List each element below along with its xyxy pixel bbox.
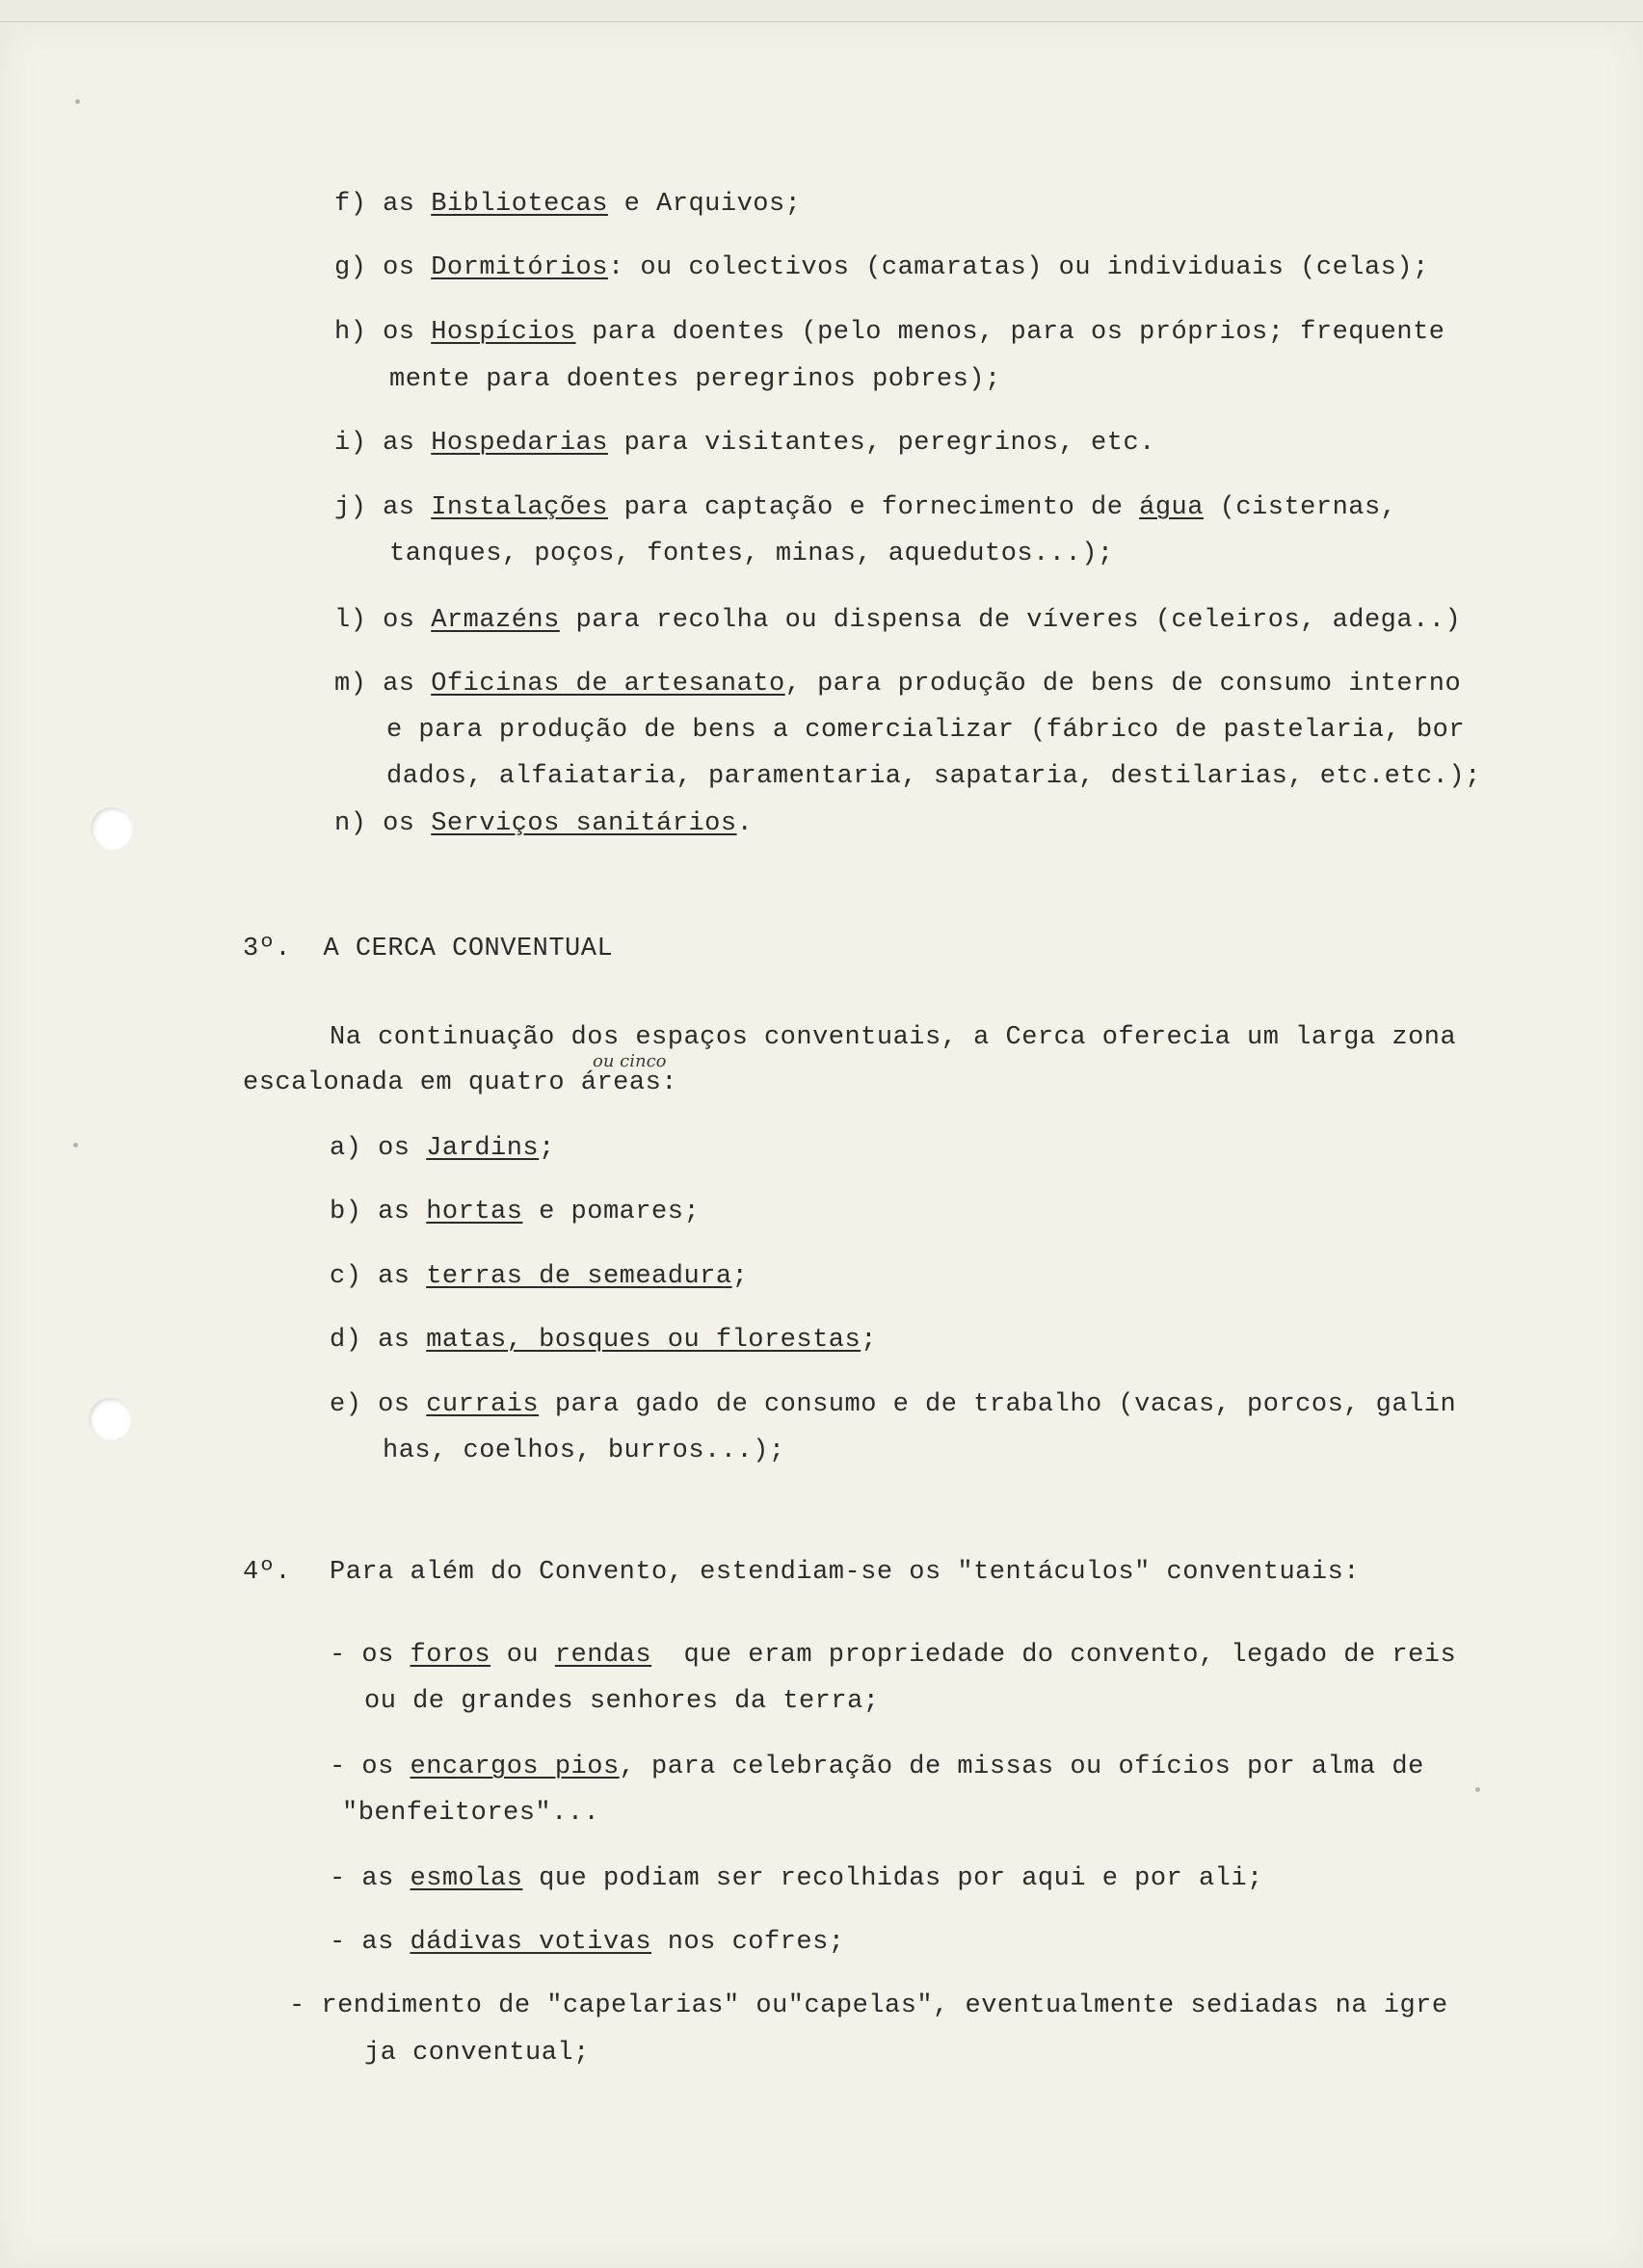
underlined-term: foros [410, 1641, 491, 1670]
text-segment: (cisternas, [1203, 493, 1397, 522]
text-segment: f) as [334, 190, 432, 219]
text-segment: - os [330, 1641, 411, 1670]
text-segment: , para celebração de missas ou ofícios por alma de [619, 1753, 1424, 1781]
list-item [330, 1324, 877, 1357]
text-segment: para captação e fornecimento de [607, 493, 1140, 522]
underlined-term: Bibliotecas [431, 190, 608, 219]
paragraph-line: escalonada em quatro áreas: [243, 1068, 677, 1097]
list-item [330, 1132, 555, 1165]
list-item [389, 538, 1114, 570]
list-item [342, 1797, 599, 1830]
handwritten-insert: ou cinco [593, 1051, 667, 1071]
text-segment: m) as [334, 670, 432, 699]
underlined-term: Serviços sanitários [431, 809, 737, 838]
text-segment: para doentes (pelo menos, para os próprios; frequente [575, 318, 1445, 347]
text-segment: g) os [334, 253, 432, 282]
text-segment: para recolha ou dispensa de víveres (celeiros, adega..) [559, 606, 1462, 635]
list-item [386, 760, 1481, 793]
list-item [334, 807, 753, 840]
text-segment: i) as [334, 429, 432, 458]
text-segment: b) as [330, 1198, 427, 1226]
text-segment: . [736, 809, 754, 838]
section-heading: 3º. A CERCA CONVENTUAL [243, 935, 614, 963]
text-segment: - as [330, 1928, 411, 1957]
section-number: 4º. [243, 1558, 292, 1587]
text-segment: tanques, poços, fontes, minas, aquedutos...); [389, 540, 1114, 568]
list-item [330, 1751, 1424, 1783]
punch-hole-top [91, 807, 133, 850]
list-item [330, 1862, 1263, 1895]
underlined-term: água [1139, 493, 1204, 522]
list-item [334, 427, 1155, 460]
underlined-term: Dormitórios [431, 253, 608, 282]
text-segment: nos cofres; [651, 1928, 845, 1957]
list-item [389, 363, 1001, 396]
underlined-term: Hospedarias [431, 429, 608, 458]
text-segment: e Arquivos; [607, 190, 802, 219]
text-segment: para gado de consumo e de trabalho (vacas, porcos, galin [539, 1390, 1457, 1419]
underlined-term: Oficinas de artesanato [431, 670, 785, 699]
text-segment: c) as [330, 1262, 427, 1291]
underlined-term: encargos pios [410, 1753, 620, 1781]
underlined-term: Jardins [426, 1134, 540, 1163]
text-segment: n) os [334, 809, 432, 838]
list-item [334, 668, 1461, 700]
underlined-term: Instalações [431, 493, 608, 522]
text-segment: e) os [330, 1390, 427, 1419]
list-item [364, 2037, 590, 2070]
section-heading: Para além do Convento, estendiam-se os "tentáculos" conventuais: [330, 1558, 1360, 1587]
text-segment: e para produção de bens a comercializar (fábrico de pastelaria, bor [386, 716, 1466, 745]
text-segment: - as [330, 1864, 411, 1893]
list-item [334, 188, 801, 221]
speck [1475, 1787, 1480, 1792]
text-segment: mente para doentes peregrinos pobres); [389, 365, 1001, 394]
text-segment: l) os [334, 606, 432, 635]
list-item [334, 604, 1461, 637]
list-item [383, 1435, 785, 1467]
text-segment: : ou colectivos (camaratas) ou individuais (celas); [607, 253, 1429, 282]
text-segment: has, coelhos, burros...); [383, 1437, 785, 1465]
list-item [330, 1196, 700, 1228]
text-segment: ou [490, 1641, 555, 1670]
text-segment: - os [330, 1753, 411, 1781]
list-item [330, 1639, 1456, 1672]
text-segment: que eram propriedade do convento, legado de reis [651, 1641, 1457, 1670]
text-segment: j) as [334, 493, 432, 522]
text-segment: ja conventual; [364, 2039, 590, 2068]
text-segment: ; [731, 1262, 749, 1291]
paragraph-line: Na continuação dos espaços conventuais, a Cerca oferecia um larga zona [330, 1023, 1457, 1052]
underlined-term: matas, bosques ou florestas [426, 1326, 861, 1355]
speck [73, 1143, 78, 1147]
underlined-term: esmolas [410, 1864, 523, 1893]
underlined-term: Hospícios [431, 318, 576, 347]
text-segment: a) os [330, 1134, 427, 1163]
text-segment: "benfeitores"... [342, 1799, 600, 1828]
underlined-term: rendas [554, 1641, 652, 1670]
list-item [289, 1990, 1448, 2022]
text-segment: dados, alfaiataria, paramentaria, sapataria, destilarias, etc.etc.); [386, 762, 1481, 791]
underlined-term: currais [426, 1390, 540, 1419]
text-segment: que podiam ser recolhidas por aqui e por ali; [522, 1864, 1263, 1893]
text-segment: ; [861, 1326, 877, 1355]
underlined-term: hortas [426, 1198, 523, 1226]
text-segment: para visitantes, peregrinos, etc. [607, 429, 1155, 458]
text-segment: ; [539, 1134, 555, 1163]
list-item [330, 1260, 748, 1293]
document-page [0, 21, 1643, 2268]
list-item [364, 1685, 879, 1718]
speck [75, 99, 80, 104]
punch-hole-bottom [89, 1398, 131, 1440]
text-segment: h) os [334, 318, 432, 347]
text-segment: , para produção de bens de consumo interno [784, 670, 1462, 699]
list-item [334, 491, 1396, 524]
text-segment: d) as [330, 1326, 427, 1355]
list-item [330, 1926, 845, 1959]
underlined-term: dádivas votivas [410, 1928, 652, 1957]
text-segment: e pomares; [522, 1198, 701, 1226]
text-segment: - rendimento de "capelarias" ou"capelas", eventualmente sediadas na igre [289, 1991, 1448, 2020]
underlined-term: terras de semeadura [426, 1262, 732, 1291]
list-item [334, 251, 1429, 284]
list-item [386, 714, 1465, 747]
underlined-term: Armazéns [431, 606, 560, 635]
text-segment: ou de grandes senhores da terra; [364, 1687, 880, 1716]
list-item [334, 316, 1445, 349]
list-item [330, 1388, 1456, 1421]
